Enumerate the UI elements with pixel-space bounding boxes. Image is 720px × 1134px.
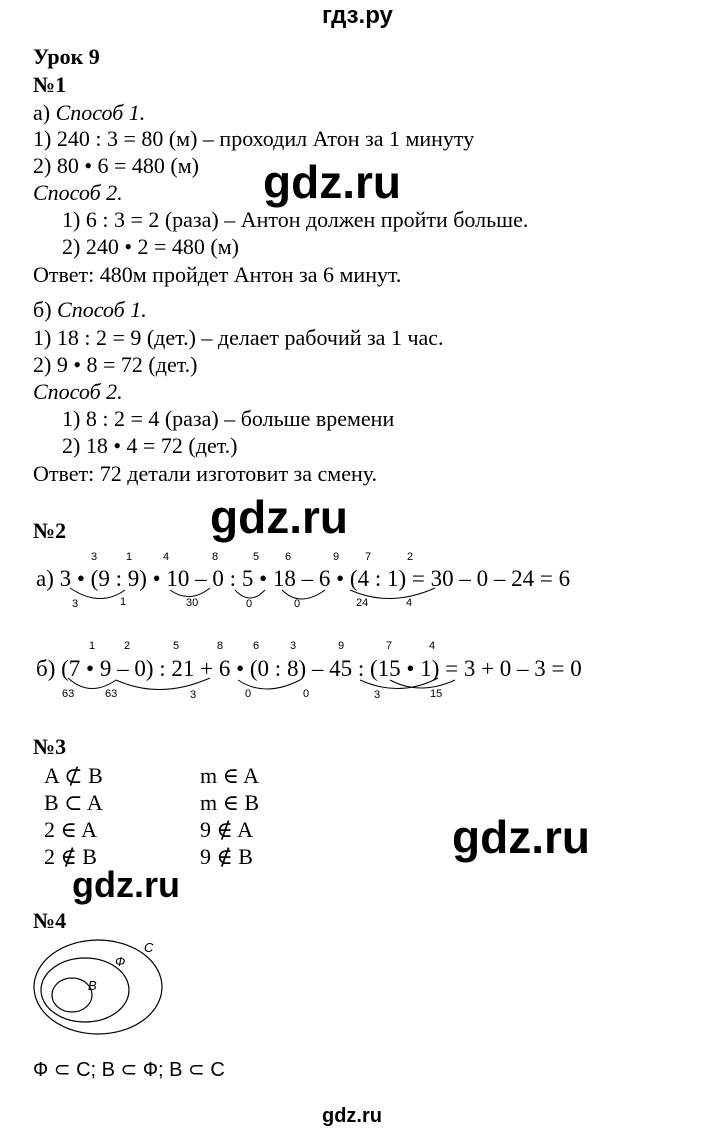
task1-b-heading bbox=[33, 297, 147, 323]
result-value: 63 bbox=[62, 688, 75, 700]
order-digit: 6 bbox=[253, 640, 260, 652]
relation-right: 9 ∉ A bbox=[200, 817, 253, 842]
result-value: 3 bbox=[72, 598, 79, 610]
task1-number: №1 bbox=[33, 72, 67, 97]
footer-watermark: gdz.ru bbox=[322, 1105, 382, 1127]
watermark: gdz.ru bbox=[72, 864, 180, 905]
task1-a-line2: 2) 80 • 6 = 480 (м) bbox=[33, 153, 200, 178]
task4-relation: Ф ⊂ С; В ⊂ Ф; В ⊂ С bbox=[33, 1059, 225, 1081]
result-value: 15 bbox=[430, 688, 443, 700]
order-digit: 9 bbox=[333, 551, 340, 563]
order-digit: 9 bbox=[338, 640, 345, 652]
task1-a-method2: Способ 2. bbox=[33, 180, 123, 205]
order-digit: 4 bbox=[429, 640, 436, 652]
set-b-ellipse bbox=[52, 978, 92, 1012]
result-value: 1 bbox=[120, 596, 127, 608]
task1-b-answer: Ответ: 72 детали изготовит за смену. bbox=[33, 461, 378, 486]
task1-a-line1: 1) 240 : 3 = 80 (м) – проходил Атон за 1 минуту bbox=[33, 126, 475, 151]
result-value: 63 bbox=[105, 688, 118, 700]
result-value: 4 bbox=[406, 597, 413, 609]
order-digit: 2 bbox=[407, 551, 414, 563]
result-value: 3 bbox=[374, 689, 381, 701]
order-digit: 5 bbox=[173, 640, 180, 652]
task2-number: №2 bbox=[33, 518, 67, 543]
task1-b-method1: Способ 1. bbox=[57, 297, 147, 322]
task4-number: №4 bbox=[33, 908, 67, 933]
task1-a-heading bbox=[33, 100, 145, 126]
task1-b-line1: 1) 18 : 2 = 9 (дет.) – делает рабочий за 1 час. bbox=[33, 325, 444, 350]
set-b-label: B bbox=[88, 978, 97, 993]
venn-diagram bbox=[30, 935, 170, 1040]
result-value: 0 bbox=[294, 598, 301, 610]
set-c-label: C bbox=[144, 940, 154, 955]
order-digit: 3 bbox=[290, 640, 297, 652]
lesson-title: Урок 9 bbox=[33, 44, 100, 69]
order-digit: 7 bbox=[365, 551, 372, 563]
order-digit: 1 bbox=[126, 551, 133, 563]
result-value: 30 bbox=[186, 597, 199, 609]
order-digit: 1 bbox=[89, 640, 96, 652]
watermark: gdz.ru bbox=[263, 156, 401, 208]
relation-left: B ⊂ A bbox=[44, 790, 103, 815]
task1-a-answer: Ответ: 480м пройдет Антон за 6 минут. bbox=[33, 262, 402, 287]
relation-right: m ∈ A bbox=[200, 763, 260, 788]
task1-b-line4: 2) 18 • 4 = 72 (дет.) bbox=[62, 433, 238, 458]
watermark: gdz.ru bbox=[210, 491, 348, 543]
set-f-label: Ф bbox=[115, 954, 126, 969]
task2-a-expression: а) 3 • (9 : 9) • 10 – 0 : 5 • 18 – 6 • (4 : 1) = 30 – 0 – 24 = 6 bbox=[36, 566, 571, 591]
task1-a-line4: 2) 240 • 2 = 480 (м) bbox=[62, 234, 240, 259]
order-digit: 8 bbox=[217, 640, 224, 652]
relation-right: m ∈ B bbox=[200, 790, 260, 815]
order-digit: 4 bbox=[163, 551, 170, 563]
order-digit: 6 bbox=[285, 551, 292, 563]
task3-number: №3 bbox=[33, 734, 67, 759]
task1-b-line2: 2) 9 • 8 = 72 (дет.) bbox=[33, 352, 198, 377]
order-digit: 8 bbox=[212, 551, 219, 563]
result-value: 0 bbox=[246, 598, 253, 610]
relation-left: 2 ∉ B bbox=[44, 844, 97, 869]
header-site-title: гдз.ру bbox=[322, 2, 393, 29]
order-digit: 7 bbox=[386, 640, 393, 652]
relation-left: A ⊄ B bbox=[44, 763, 103, 788]
result-value: 0 bbox=[245, 688, 252, 700]
set-c-ellipse bbox=[34, 940, 162, 1034]
watermark: gdz.ru bbox=[452, 811, 590, 863]
task1-a-method1: Способ 1. bbox=[55, 100, 146, 125]
order-digit: 5 bbox=[253, 551, 260, 563]
task1-a-line3: 1) 6 : 3 = 2 (раза) – Антон должен пройти больше. bbox=[62, 207, 529, 232]
task1-a-prefix: а) bbox=[33, 100, 56, 125]
result-value: 0 bbox=[303, 688, 310, 700]
task2-b-expression: б) (7 • 9 – 0) : 21 + 6 • (0 : 8) – 45 : (15 • 1) = 3 + 0 – 3 = 0 bbox=[36, 656, 582, 681]
task1-b-line3: 1) 8 : 2 = 4 (раза) – больше времени bbox=[62, 406, 395, 431]
result-value: 3 bbox=[190, 689, 197, 701]
order-digit: 2 bbox=[124, 640, 131, 652]
task2-b-arcs bbox=[60, 676, 480, 702]
task1-b-prefix: б) bbox=[33, 297, 58, 322]
order-digit: 3 bbox=[91, 551, 98, 563]
task1-b-method2: Способ 2. bbox=[33, 379, 123, 404]
relation-left: 2 ∈ A bbox=[44, 817, 97, 842]
result-value: 24 bbox=[356, 597, 369, 609]
relation-right: 9 ∉ B bbox=[200, 844, 253, 869]
